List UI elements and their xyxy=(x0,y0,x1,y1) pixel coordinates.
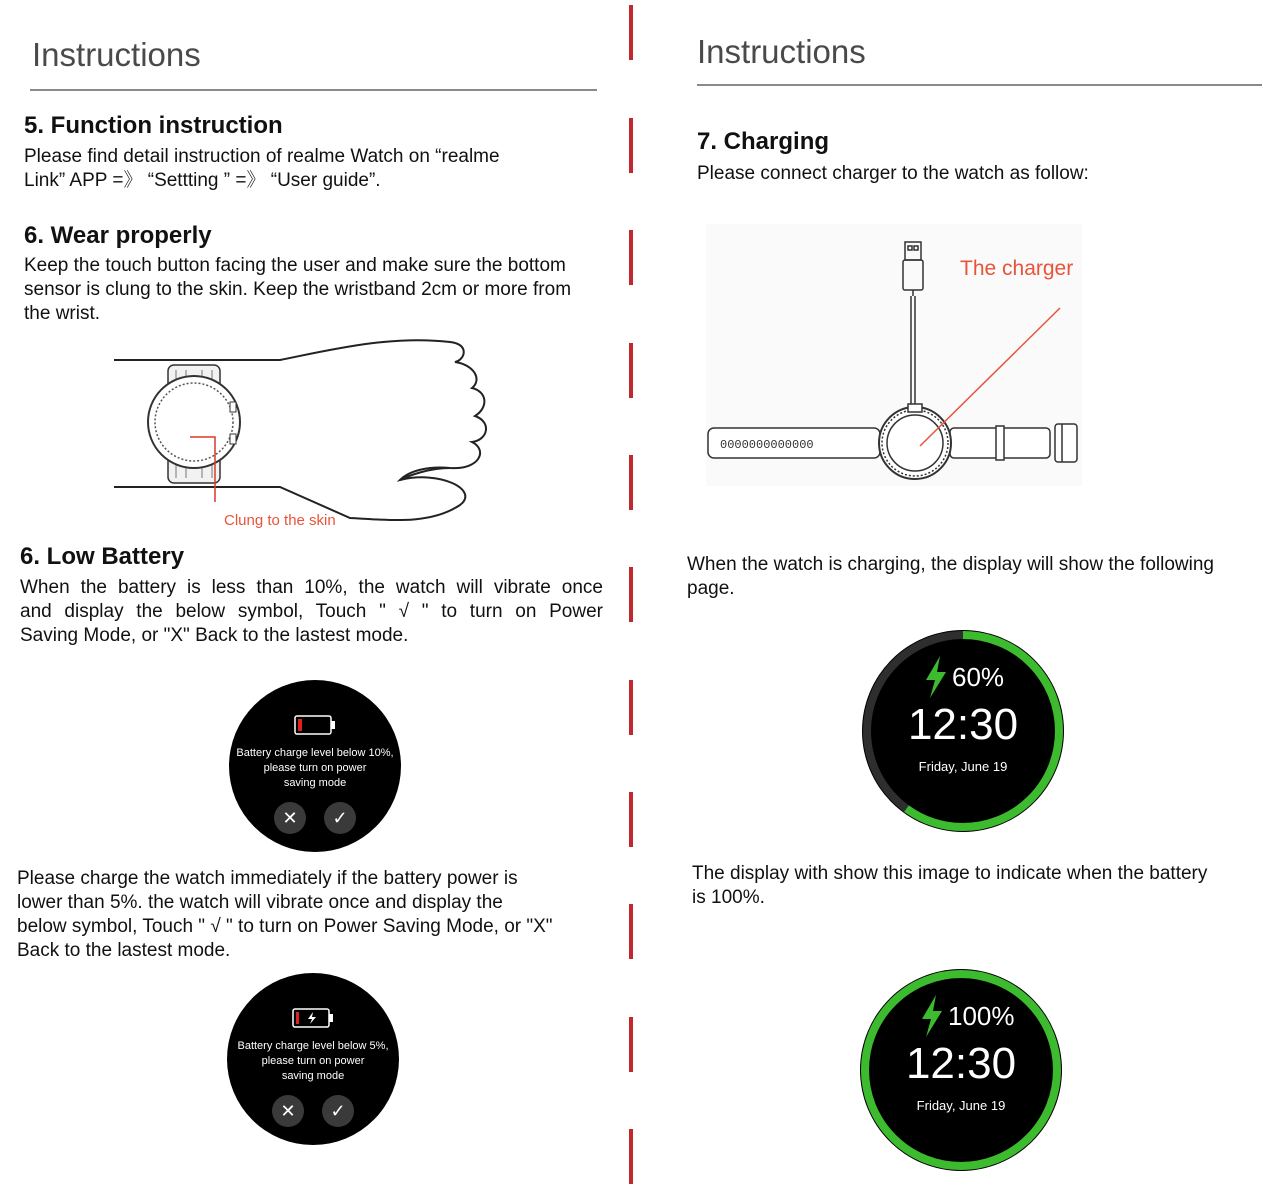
right-header: Instructions xyxy=(697,33,866,70)
wear-properly-line1: Keep the touch button facing the user and make sure the bottom xyxy=(24,255,566,276)
band-holes: 0000000000000 xyxy=(720,438,814,452)
cancel-button[interactable]: ✕ xyxy=(274,802,306,834)
low-battery-watch-10 xyxy=(229,680,401,852)
confirm-button[interactable]: ✓ xyxy=(324,802,356,834)
divider-dash xyxy=(629,455,633,510)
divider-dash xyxy=(629,792,633,847)
critical-battery-msg-2: please turn on power xyxy=(261,1055,365,1067)
left-header: Instructions xyxy=(32,36,201,73)
low-battery-line1: When the battery is less than 10%, the watch will vibrate once xyxy=(20,577,603,598)
battery-charge-icon xyxy=(292,1007,334,1029)
charge-percent: 100% xyxy=(948,1001,1015,1031)
divider-dash xyxy=(629,5,633,60)
full-battery-line2: is 100%. xyxy=(692,887,765,908)
clock-time: 12:30 xyxy=(905,1039,1017,1088)
usb-plug-icon xyxy=(903,242,923,411)
critical-battery-line4: Back to the lastest mode. xyxy=(17,940,231,961)
divider-dash xyxy=(629,230,633,285)
charging-title: 7. Charging xyxy=(697,128,830,155)
critical-battery-msg-1: Battery charge level below 5%, xyxy=(237,1040,389,1052)
low-battery-line2: and display the below symbol, Touch " √ " to turn on Power xyxy=(20,601,603,622)
charge-percent: 60% xyxy=(952,662,1005,692)
low-battery-watch-5 xyxy=(227,973,399,1145)
charging-watch-60 xyxy=(862,630,1064,832)
left-header-rule xyxy=(30,89,597,91)
divider-dash xyxy=(629,343,633,398)
divider-dash xyxy=(629,118,633,173)
low-battery-title: 6. Low Battery xyxy=(20,543,185,570)
charging-line1: Please connect charger to the watch as follow: xyxy=(697,163,1089,184)
right-header-rule xyxy=(697,84,1262,86)
clock-date: Friday, June 19 xyxy=(916,1098,1006,1113)
divider-dash xyxy=(629,1129,633,1184)
battery-low-icon xyxy=(294,714,336,736)
divider-dash xyxy=(629,567,633,622)
divider-dash xyxy=(629,1017,633,1072)
charger-callout: The charger xyxy=(960,257,1074,280)
function-instruction-line2: Link” APP =》 “Settting ” =》 “User guide”. xyxy=(24,170,381,191)
watch-side-icon xyxy=(148,365,240,483)
clock-date: Friday, June 19 xyxy=(918,759,1008,774)
lightning-icon xyxy=(920,995,944,1037)
charging-display-line2: page. xyxy=(687,578,735,599)
clock-time: 12:30 xyxy=(907,700,1019,749)
cancel-button[interactable]: ✕ xyxy=(272,1095,304,1127)
low-battery-msg-3: saving mode xyxy=(283,777,347,789)
divider-dash xyxy=(629,680,633,735)
wrist-illustration xyxy=(110,330,500,530)
critical-battery-line2: lower than 5%. the watch will vibrate once and display the xyxy=(17,892,503,913)
low-battery-msg-1: Battery charge level below 10%, xyxy=(236,747,394,759)
divider-dash xyxy=(629,904,633,959)
low-battery-line3: Saving Mode, or "X" Back to the lastest mode. xyxy=(20,625,409,646)
charging-display-line1: When the watch is charging, the display will show the following xyxy=(687,554,1214,575)
charging-watch-100 xyxy=(860,969,1062,1171)
low-battery-msg-2: please turn on power xyxy=(263,762,367,774)
function-instruction-line1: Please find detail instruction of realme Watch on “realme xyxy=(24,146,500,167)
critical-battery-msg-3: saving mode xyxy=(281,1070,345,1082)
full-battery-line1: The display with show this image to indicate when the battery xyxy=(692,863,1208,884)
confirm-button[interactable]: ✓ xyxy=(322,1095,354,1127)
critical-battery-line1: Please charge the watch immediately if the battery power is xyxy=(17,868,518,889)
function-instruction-title: 5. Function instruction xyxy=(24,112,283,139)
lightning-icon xyxy=(924,656,948,698)
wear-properly-title: 6. Wear properly xyxy=(24,222,212,249)
clung-callout: Clung to the skin xyxy=(224,512,336,529)
critical-battery-line3: below symbol, Touch " √ " to turn on Power Saving Mode, or "X" xyxy=(17,916,553,937)
wear-properly-line3: the wrist. xyxy=(24,303,101,324)
wear-properly-line2: sensor is clung to the skin. Keep the wristband 2cm or more from xyxy=(24,279,572,300)
